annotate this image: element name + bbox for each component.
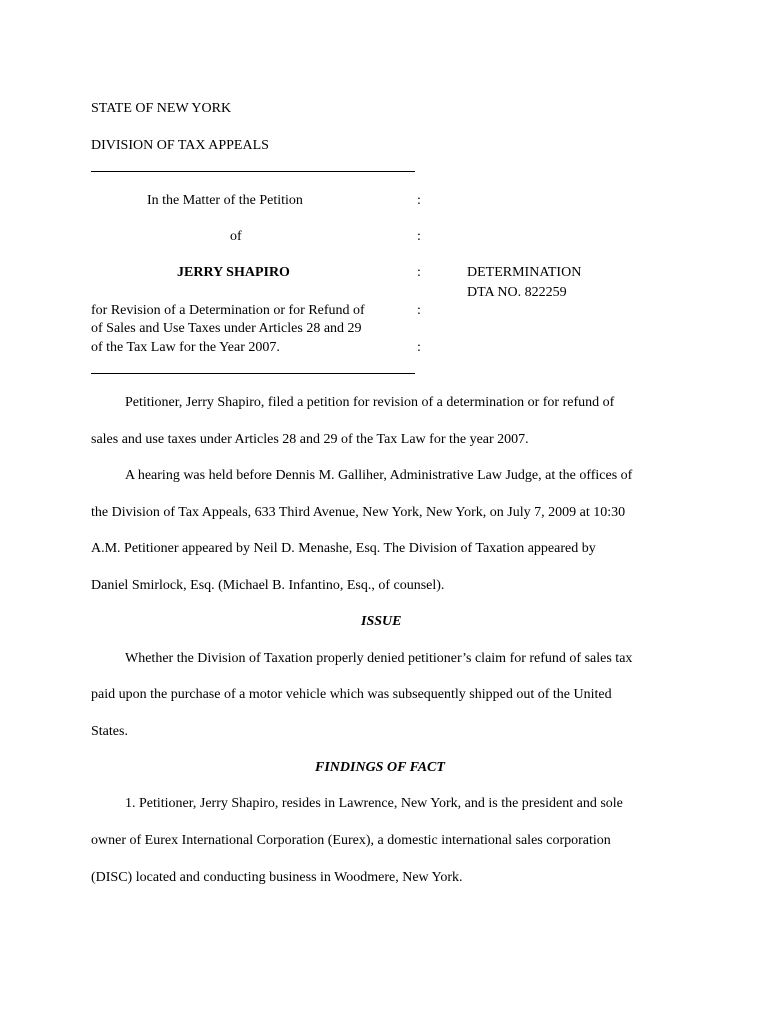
state-heading: STATE OF NEW YORK xyxy=(91,101,232,116)
dta-number: DTA NO. 822259 xyxy=(467,285,567,300)
caption-colon: : xyxy=(417,303,421,318)
issue-line: States. xyxy=(91,724,128,739)
finding-line: owner of Eurex International Corporation (Eurex), a domestic international sales corporation xyxy=(91,833,611,848)
intro-line: sales and use taxes under Articles 28 and 29 of the Tax Law for the year 2007. xyxy=(91,432,529,447)
caption-matter: In the Matter of the Petition xyxy=(147,193,303,208)
finding-line: 1. Petitioner, Jerry Shapiro, resides in Lawrence, New York, and is the president and sole xyxy=(125,796,623,811)
issue-line: Whether the Division of Taxation properly denied petitioner’s claim for refund of sales tax xyxy=(125,651,633,666)
hearing-line: A hearing was held before Dennis M. Galliher, Administrative Law Judge, at the offices of xyxy=(125,468,633,483)
hearing-line: A.M. Petitioner appeared by Neil D. Menashe, Esq. The Division of Taxation appeared by xyxy=(91,541,596,556)
hearing-line: the Division of Tax Appeals, 633 Third Avenue, New York, New York, on July 7, 2009 at 10:30 xyxy=(91,505,626,520)
division-heading: DIVISION OF TAX APPEALS xyxy=(91,138,269,153)
caption-colon: : xyxy=(417,193,421,208)
caption-bottom-rule xyxy=(91,373,415,374)
determination-label: DETERMINATION xyxy=(467,265,582,280)
caption-top-rule xyxy=(91,171,415,172)
caption-purpose-line: of the Tax Law for the Year 2007. xyxy=(91,340,280,355)
caption-purpose-line: of Sales and Use Taxes under Articles 28 and 29 xyxy=(91,321,362,336)
caption-of: of xyxy=(230,229,242,244)
caption-colon: : xyxy=(417,229,421,244)
caption-purpose-line: for Revision of a Determination or for Refund of xyxy=(91,303,365,318)
intro-line: Petitioner, Jerry Shapiro, filed a petition for revision of a determination or for refund of xyxy=(125,395,615,410)
issue-line: paid upon the purchase of a motor vehicle which was subsequently shipped out of the United xyxy=(91,687,612,702)
caption-colon: : xyxy=(417,340,421,355)
findings-heading: FINDINGS OF FACT xyxy=(315,760,445,775)
hearing-line: Daniel Smirlock, Esq. (Michael B. Infantino, Esq., of counsel). xyxy=(91,578,445,593)
issue-heading: ISSUE xyxy=(361,614,402,629)
petitioner-name: JERRY SHAPIRO xyxy=(177,265,290,280)
caption-colon: : xyxy=(417,265,421,280)
finding-line: (DISC) located and conducting business in Woodmere, New York. xyxy=(91,870,463,885)
